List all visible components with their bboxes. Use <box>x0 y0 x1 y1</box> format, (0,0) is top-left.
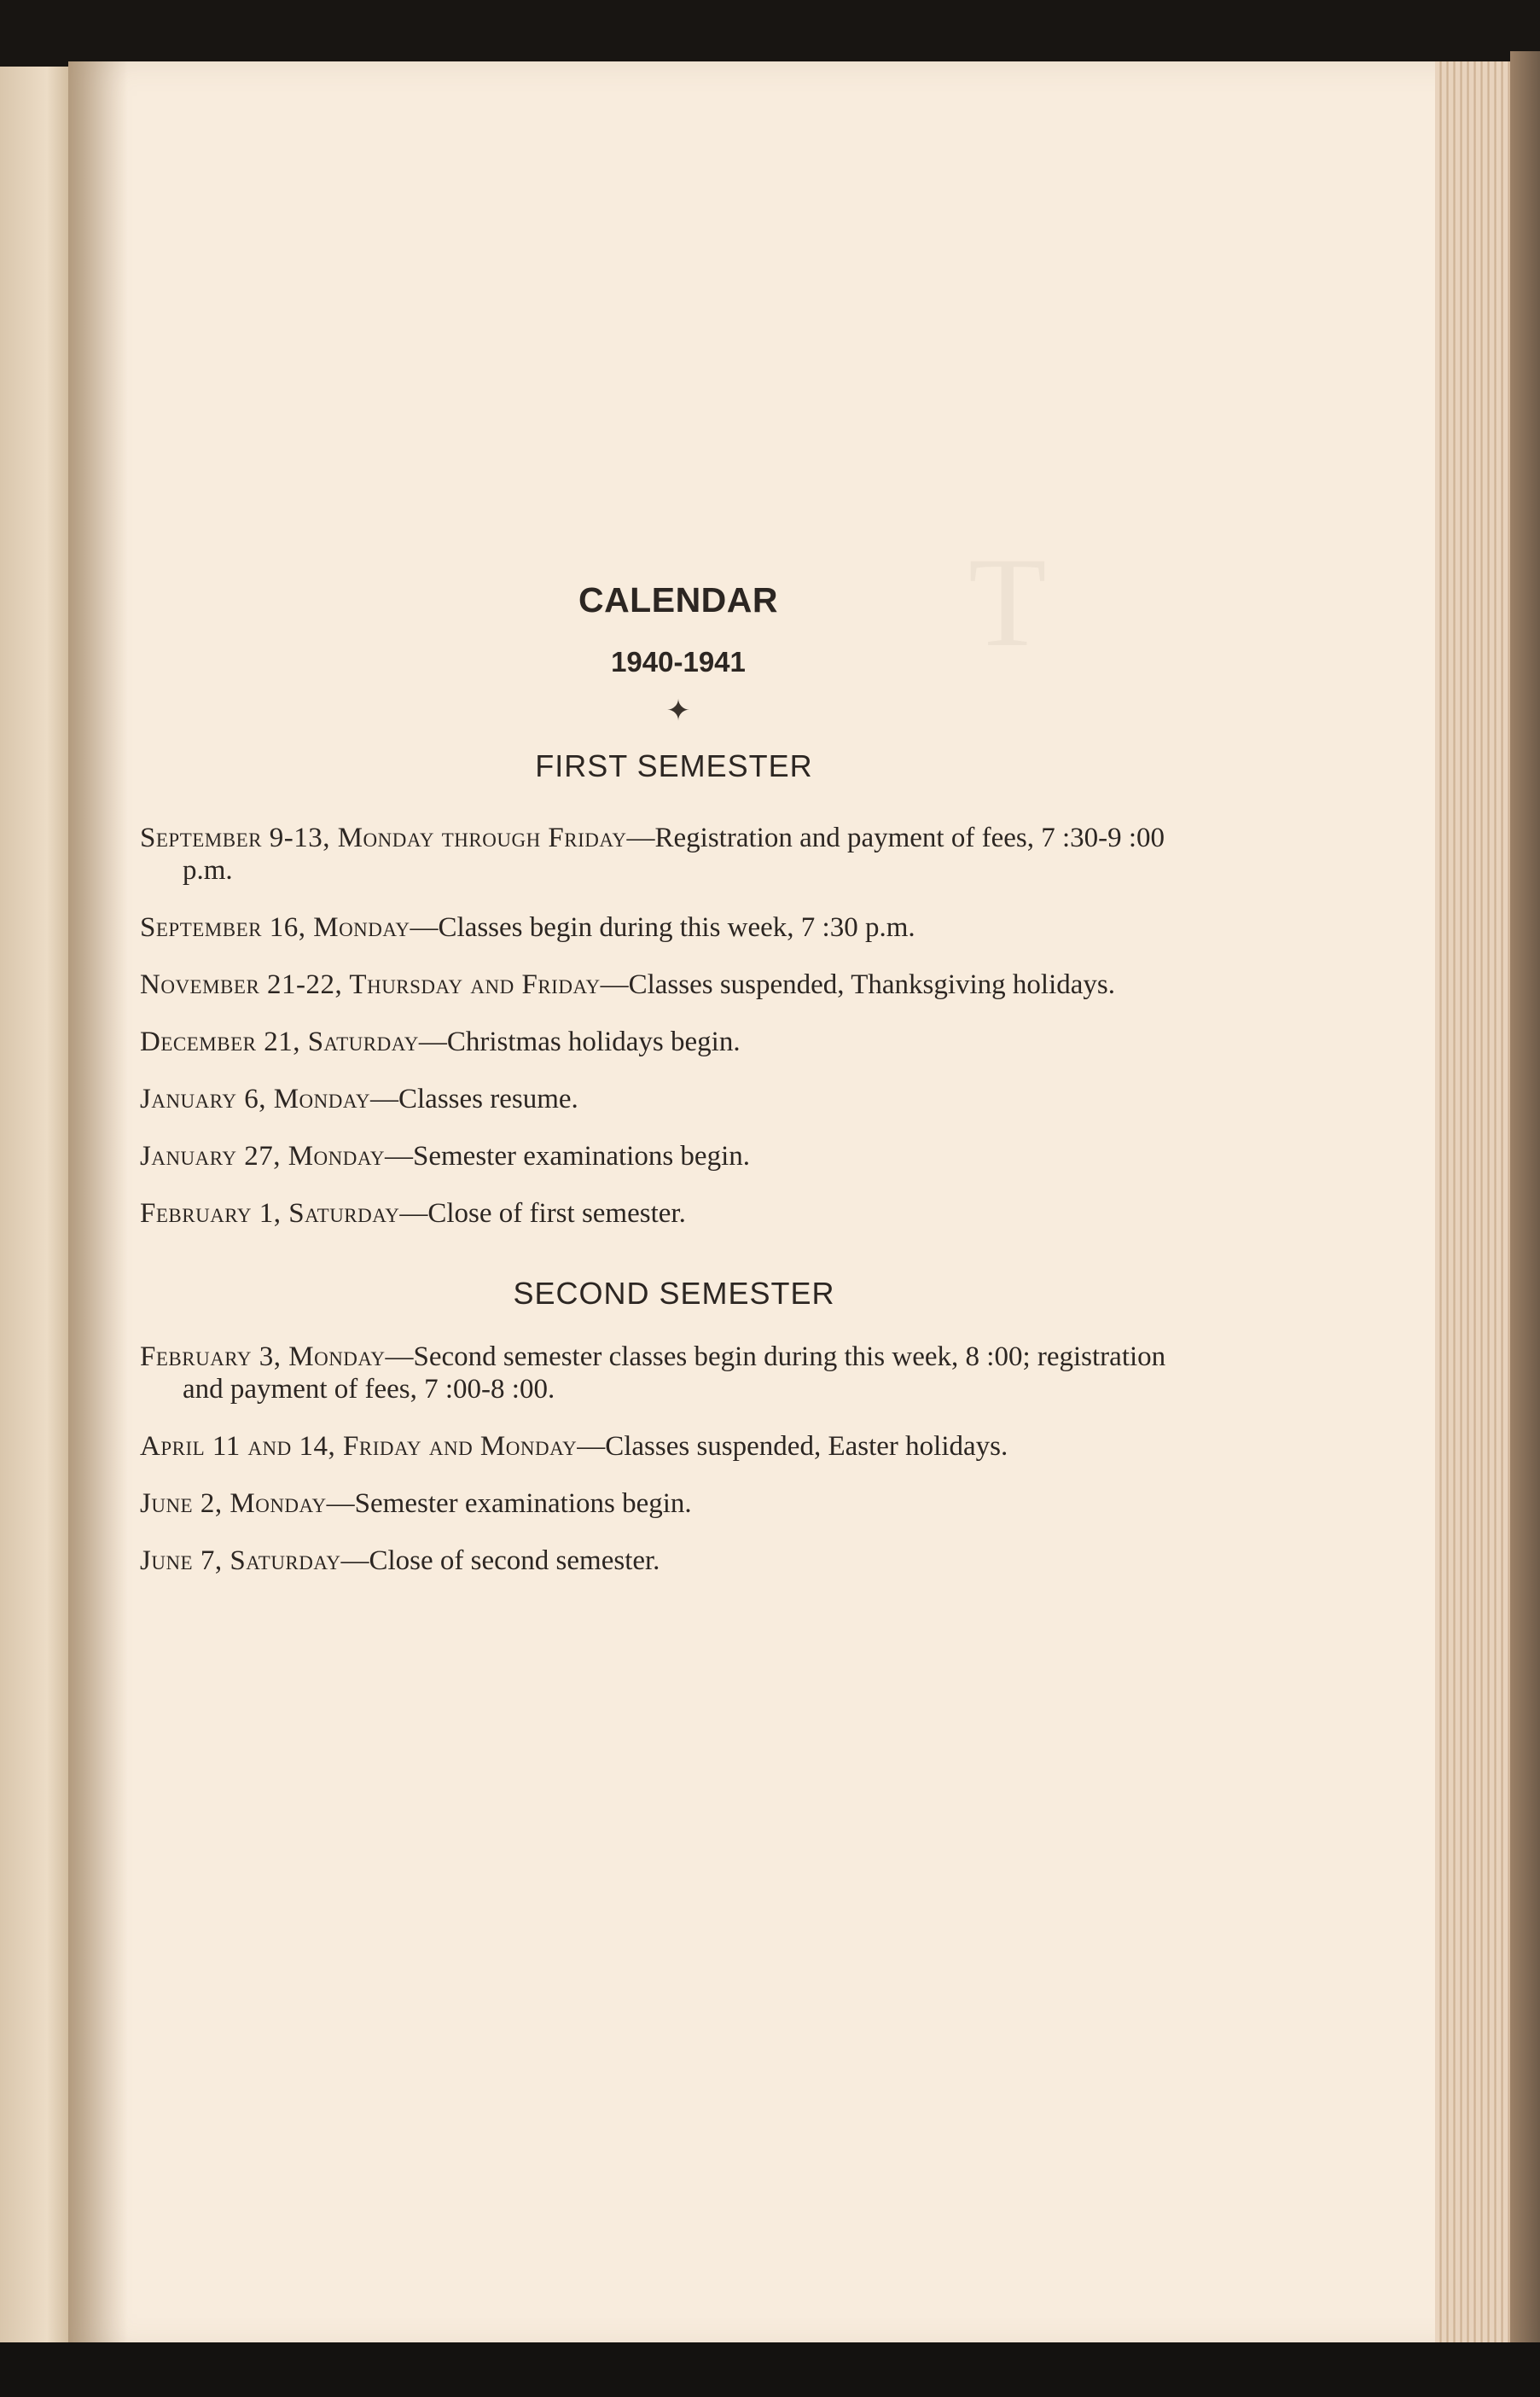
calendar-entry <box>140 1140 1174 1172</box>
page-title: CALENDAR <box>578 580 779 620</box>
entry-event: —Classes begin during this week, 7 :30 p.m. <box>410 912 915 943</box>
calendar-entry <box>140 1545 1174 1577</box>
entry-event: —Second semester classes begin during this week, 8 :00; registration and payment of fees, 7 :00-8 :00. <box>183 1341 1166 1405</box>
scan-background <box>0 2342 1540 2397</box>
calendar-entry <box>140 911 1174 944</box>
entry-event: —Semester examinations begin. <box>326 1488 692 1519</box>
entry-date: January 27, Monday <box>140 1141 385 1172</box>
entry-event: —Classes resume. <box>370 1084 578 1114</box>
entry-date: September 16, Monday <box>140 912 410 943</box>
entry-event: —Registration and payment of fees, 7 :30-9 :00 p.m. <box>183 823 1165 886</box>
entry-event: —Classes suspended, Thanksgiving holidays. <box>600 969 1116 1000</box>
entry-date: June 7, Saturday <box>140 1545 341 1576</box>
calendar-content <box>140 580 1174 1602</box>
book-cover-edge <box>1510 51 1540 2355</box>
entry-date: December 21, Saturday <box>140 1027 419 1057</box>
entry-date: February 1, Saturday <box>140 1198 400 1229</box>
calendar-entry <box>140 1341 1174 1405</box>
calendar-entry <box>140 1197 1174 1230</box>
entry-date: January 6, Monday <box>140 1084 370 1114</box>
calendar-entry <box>140 1430 1174 1463</box>
calendar-entry <box>140 1026 1174 1058</box>
ornament-icon: ✦ <box>665 695 691 727</box>
first-semester-heading: FIRST SEMESTER <box>535 748 813 783</box>
entry-date: September 9-13, Monday through Friday <box>140 823 627 853</box>
calendar-entry <box>140 1487 1174 1520</box>
entry-date: February 3, Monday <box>140 1341 386 1372</box>
entry-date: April 11 and 14, Friday and Monday <box>140 1431 578 1462</box>
calendar-entry <box>140 969 1174 1001</box>
second-semester-heading: SECOND SEMESTER <box>513 1276 835 1311</box>
entry-event: —Close of first semester. <box>399 1198 686 1229</box>
gutter-shadow <box>68 61 128 2348</box>
entry-event: —Close of second semester. <box>340 1545 660 1576</box>
entry-event: —Christmas holidays begin. <box>418 1027 741 1057</box>
academic-year: 1940-1941 <box>611 646 746 678</box>
entry-event: —Semester examinations begin. <box>385 1141 750 1172</box>
show-through-letter: T <box>968 532 1047 673</box>
entry-event: —Classes suspended, Easter holidays. <box>577 1431 1008 1462</box>
entry-date: June 2, Monday <box>140 1488 327 1519</box>
calendar-entry <box>140 1083 1174 1115</box>
entry-date: November 21-22, Thursday and Friday <box>140 969 601 1000</box>
calendar-entry <box>140 822 1174 887</box>
